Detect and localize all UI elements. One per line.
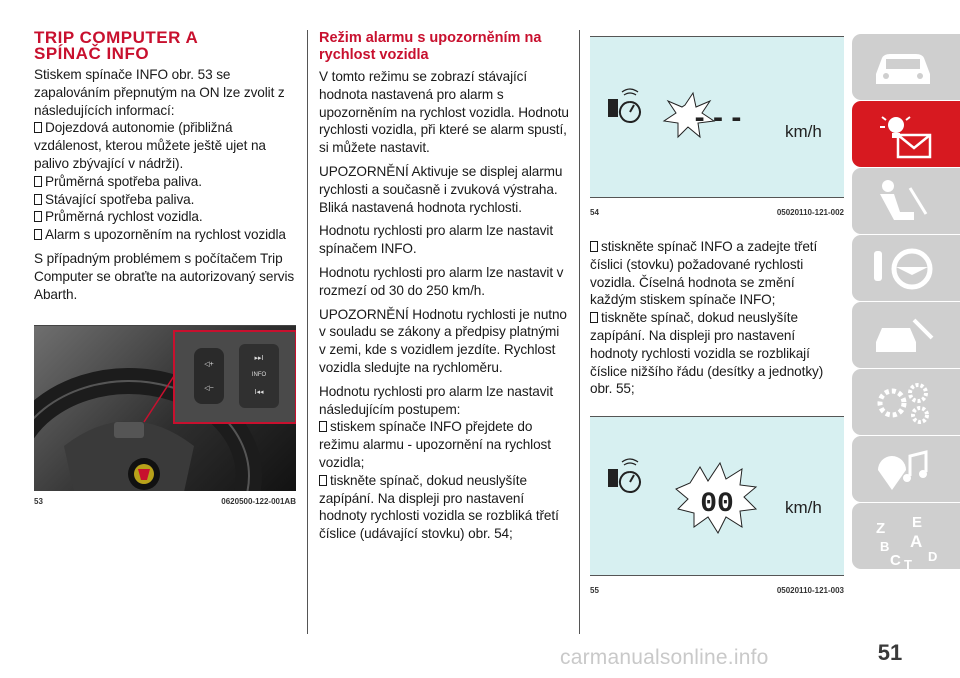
watermark: carmanualsonline.info — [560, 646, 769, 669]
svg-text:Z: Z — [876, 520, 886, 537]
speed-alarm-display — [590, 417, 844, 575]
list-item: Průměrná rychlost vozidla. — [34, 208, 296, 226]
tab-maintenance[interactable] — [852, 369, 960, 435]
steering-wheel-illustration — [34, 326, 296, 491]
tab-index[interactable] — [852, 503, 960, 569]
speed-digits: 00 — [700, 489, 734, 520]
info-button-label: INFO — [251, 372, 267, 378]
figure-55 — [590, 416, 844, 600]
media-icon — [870, 446, 940, 492]
tab-car-overview[interactable] — [852, 34, 960, 100]
column-divider — [307, 30, 308, 634]
index-icon — [870, 513, 940, 569]
speed-alarm-icon — [608, 459, 640, 492]
list-item: Stávající spotřeba paliva. — [34, 191, 296, 209]
tab-warning-lights[interactable] — [852, 101, 960, 167]
tab-starting-driving[interactable] — [852, 235, 960, 301]
list-item: Průměrná spotřeba paliva. — [34, 173, 296, 191]
speed-unit: km/h — [785, 498, 822, 517]
list-item: tiskněte spínač, dokud neuslyšíte zapípání. Na displeji pro nastavení hodnoty rychlosti vozidla se rozbliká třetí číslice (udávající stovku) obr. 54; — [319, 472, 569, 543]
warning-light-mail-icon — [870, 111, 940, 161]
list-item: stiskem spínače INFO přejdete do režimu alarmu - upozornění na rychlost vozidla; — [319, 418, 569, 471]
gears-icon — [870, 379, 940, 425]
steering-wheel-photo — [34, 325, 296, 491]
figure-number: 55 — [590, 586, 599, 595]
paragraph: V tomto režimu se zobrazí stávající hodnota nastavená pro alarm s upozorněním na rychlost vozidla. Hodnotu rychlosti vozidla, při které se alarm spustí, si můžete nastavit. — [319, 69, 569, 156]
paragraph: Hodnotu rychlosti pro alarm lze nastavit následujícím postupem: — [319, 383, 553, 417]
figure-number: 53 — [34, 497, 43, 506]
speed-alarm-display — [590, 37, 844, 197]
list-item: Dojezdová autonomie (přibližná vzdálenost, kterou můžete ještě ujet na palivo zbývající v nádrži). — [34, 119, 296, 172]
lcd-display — [590, 36, 844, 198]
column-divider — [579, 30, 580, 634]
svg-text:A: A — [910, 532, 923, 551]
figure-number: 54 — [590, 208, 599, 217]
svg-text:B: B — [880, 539, 890, 554]
svg-text:D: D — [928, 549, 938, 564]
section-subtitle: Režim alarmu s upozorněním na rychlost vozidla — [319, 30, 542, 63]
intro-paragraph: Stiskem spínače INFO obr. 53 se zapalováním přepnutým na ON lze zvolit z následujících informací: — [34, 67, 285, 118]
column-trip-computer — [34, 30, 296, 303]
svg-text:◁−: ◁− — [204, 385, 214, 392]
tab-emergency[interactable] — [852, 302, 960, 368]
speed-alarm-icon — [608, 89, 640, 122]
column-speed-alarm — [319, 30, 569, 543]
steering-wheel-icon — [870, 245, 940, 291]
tab-multimedia[interactable] — [852, 436, 960, 502]
svg-text:C: C — [890, 552, 901, 569]
speed-digits: - - - — [694, 101, 742, 134]
list-item: tiskněte spínač, dokud neuslyšíte zapípání. Na displeji pro nastavení hodnoty rychlosti vozidla se rozblikají číslice nižšího řádu (desítky a jednotky) obr. 55; — [590, 309, 844, 398]
tab-safety[interactable] — [852, 168, 960, 234]
svg-text:I◂◂: I◂◂ — [254, 389, 264, 396]
svg-text:E: E — [912, 514, 923, 531]
column-speed-alarm-continued — [590, 238, 844, 398]
speed-unit: km/h — [785, 122, 822, 141]
seat-airbag-icon — [870, 178, 940, 224]
paragraph-note: UPOZORNĚNÍ Aktivuje se displej alarmu rychlosti a současně i zvuková výstraha. Bliká nastavená hodnota rychlosti. — [319, 163, 563, 215]
lcd-display — [590, 416, 844, 576]
car-icon — [870, 44, 940, 90]
figure-code: 0620500-122-001AB — [221, 497, 296, 506]
paragraph: Hodnotu rychlosti pro alarm lze nastavit v rozmezí od 30 do 250 km/h. — [319, 264, 564, 298]
figure-54 — [590, 36, 844, 224]
figure-code: 05020110-121-003 — [776, 586, 844, 595]
paragraph-note: UPOZORNĚNÍ Hodnotu rychlosti je nutno v souladu se zákony a předpisy platnými v zemi, kde s vozidlem jezdíte. Rychlost vozidla sledujte na rychloměru. — [319, 306, 567, 375]
list-item: Alarm s upozorněním na rychlost vozidla — [34, 226, 296, 244]
page-number: 51 — [877, 640, 903, 665]
svg-text:T: T — [904, 557, 912, 569]
car-wrench-icon — [870, 312, 940, 358]
paragraph: Hodnotu rychlosti pro alarm lze nastavit spínačem INFO. — [319, 223, 553, 257]
list-item: stiskněte spínač INFO a zadejte třetí číslici (stovku) požadované rychlosti vozidla. Číselná hodnota se změní každým stiskem spínače INFO; — [590, 238, 844, 309]
svg-text:▸▸I: ▸▸I — [254, 355, 264, 362]
section-title: TRIP COMPUTER A SPÍNAČ INFO — [34, 28, 199, 63]
outro-paragraph: S případným problémem s počítačem Trip Computer se obraťte na autorizovaný servis Abarth. — [34, 250, 295, 302]
figure-53 — [34, 325, 296, 509]
svg-text:◁+: ◁+ — [204, 361, 214, 368]
figure-code: 05020110-121-002 — [776, 208, 844, 217]
